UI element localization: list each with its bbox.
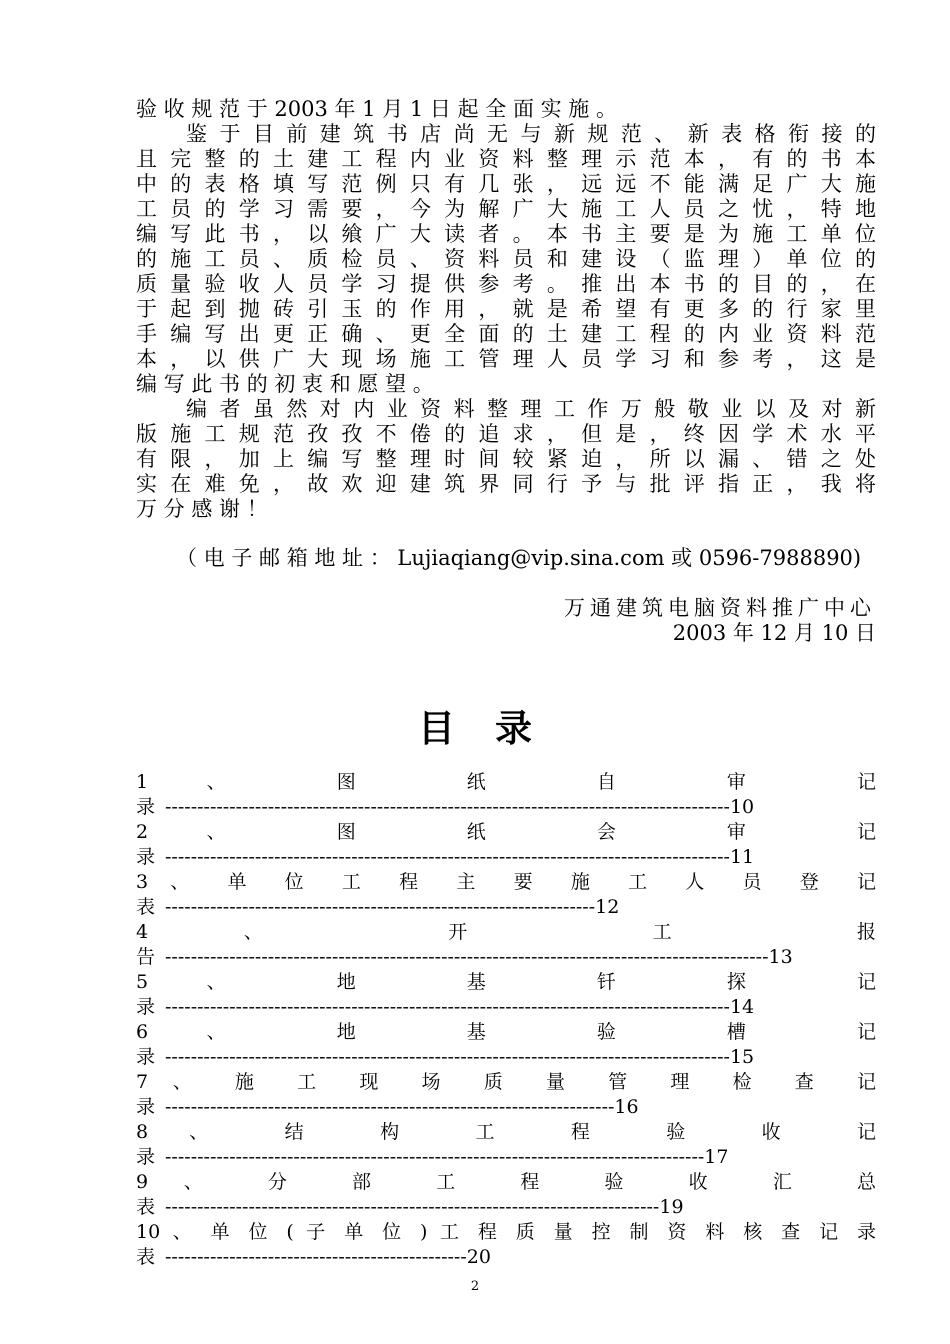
toc-entry-last-char: 录	[136, 996, 156, 1018]
toc-leader: ----------------------------------------------------------------------------------------	[165, 796, 730, 818]
toc-page-number: 10	[729, 796, 755, 818]
preface-line: 中 的 表 格 填 写 范 例 只 有 几 张 ， 远 远 不 能 满 足 广 大 施	[136, 172, 876, 196]
preface-line: 的 施 工 员 、 质 检 员 、 资 料 员 和 建 设 （ 监 理 ） 单 位 的	[136, 247, 876, 271]
toc-entry[interactable]	[136, 1020, 876, 1070]
toc-page-number: 13	[768, 946, 793, 968]
toc-page-number: 19	[659, 1196, 684, 1218]
toc-entry-tail	[136, 1245, 876, 1270]
preface-line: 手 编 写 出 更 正 确 、 更 全 面 的 土 建 工 程 的 内 业 资 料 范	[136, 322, 876, 346]
preface-line: 于 起 到 抛 砖 引 玉 的 作 用 ， 就 是 希 望 有 更 多 的 行 家 里	[136, 297, 876, 321]
toc-entry-title: 1 、 图 纸 自 审 记	[136, 771, 876, 793]
toc-entry-title: 3 、 单 位 工 程 主 要 施 工 人 员 登 记	[136, 871, 876, 893]
toc-entry-tail	[136, 945, 876, 970]
preface-line: 有 限 ， 加 上 编 写 整 理 时 间 较 紧 迫 ， 所 以 漏 、 错 之 处	[136, 447, 876, 471]
toc-entry-tail	[136, 795, 876, 820]
preface-line: 万 分 感 谢 ！	[136, 497, 268, 521]
preface-line: 编 写 此 书 的 初 衷 和 愿 望 。	[136, 372, 434, 396]
signature-organization: 万通建筑电脑资料推广中心	[564, 596, 876, 620]
toc-entry[interactable]	[136, 1170, 876, 1220]
toc-entry-last-char: 表	[136, 1246, 156, 1268]
toc-entry-last-char: 录	[136, 846, 156, 868]
toc-entry-title: 6 、 地 基 验 槽 记	[136, 1021, 876, 1043]
toc-page-number: 12	[595, 896, 620, 918]
toc-leader: -----------------------------------------------------------------------------	[165, 1196, 660, 1218]
toc-entry-last-char: 表	[136, 1196, 156, 1218]
preface-line: 版 施 工 规 范 孜 孜 不 倦 的 追 求 ， 但 是 ， 终 因 学 术 水 平	[136, 422, 876, 446]
toc-leader: ----------------------------------------------------------------------------------------	[165, 996, 730, 1018]
toc-page-number: 16	[614, 1096, 639, 1118]
preface-line: 编 者 虽 然 对 内 业 资 料 整 理 工 作 万 般 敬 业 以 及 对 新	[186, 397, 876, 421]
toc-leader: ----------------------------------------------------------------------------------------	[165, 1046, 730, 1068]
contact-line: （ 电 子 邮 箱 地 址 ： Lujiaqiang@vip.sina.com 或 0596-7988890)	[176, 546, 862, 570]
toc-entry-title: 10 、 单 位 ( 子 单 位 ) 工 程 质 量 控 制 资 料 核 查 记 录	[136, 1221, 876, 1243]
toc-entry[interactable]	[136, 870, 876, 920]
page-number: 2	[470, 1279, 480, 1294]
toc-entry[interactable]	[136, 820, 876, 870]
toc-leader: -----------------------------------------------	[165, 1246, 467, 1268]
toc-entry[interactable]	[136, 920, 876, 970]
signature-date: 2003 年 12 月 10 日	[672, 621, 876, 645]
preface-line: 验 收 规 范 于 2003 年 1 月 1 日 起 全 面 实 施 。	[136, 97, 617, 121]
toc-entry-tail	[136, 1195, 876, 1220]
toc-page-number: 11	[729, 846, 755, 868]
preface-body	[136, 97, 876, 522]
toc-entry-last-char: 录	[136, 1046, 156, 1068]
table-of-contents	[136, 770, 876, 1270]
toc-entry-title: 5 、 地 基 钎 探 记	[136, 971, 876, 993]
preface-line: 鉴 于 目 前 建 筑 书 店 尚 无 与 新 规 范 、 新 表 格 衔 接 的	[186, 122, 876, 146]
toc-leader: -------------------------------------------------------------------	[165, 896, 596, 918]
preface-line: 且 完 整 的 土 建 工 程 内 业 资 料 整 理 示 范 本 ， 有 的 书 本	[136, 147, 876, 171]
toc-entry-title: 4 、 开 工 报	[136, 921, 876, 943]
toc-entry-tail	[136, 1095, 876, 1120]
toc-page-number: 15	[729, 1046, 755, 1068]
toc-entry[interactable]	[136, 1070, 876, 1120]
preface-line: 实 在 难 免 ， 故 欢 迎 建 筑 界 同 行 予 与 批 评 指 正 ， 我 将	[136, 472, 876, 496]
toc-entry-tail	[136, 995, 876, 1020]
toc-page-number: 14	[729, 996, 755, 1018]
preface-line: 编 写 此 书 ， 以 飨 广 大 读 者 。 本 书 主 要 是 为 施 工 单 位	[136, 222, 876, 246]
toc-entry-last-char: 录	[136, 1096, 156, 1118]
toc-entry-last-char: 录	[136, 796, 156, 818]
toc-page-number: 17	[704, 1146, 729, 1168]
toc-leader: ----------------------------------------------------------------------------------------------	[165, 946, 769, 968]
toc-title: 目录	[418, 706, 572, 750]
toc-entry-title: 8 、 结 构 工 程 验 收 记	[136, 1121, 876, 1143]
toc-leader: ----------------------------------------------------------------------	[165, 1096, 615, 1118]
preface-line: 本 ， 以 供 广 大 现 场 施 工 管 理 人 员 学 习 和 参 考 ， 这 是	[136, 347, 876, 371]
toc-entry-last-char: 录	[136, 1146, 156, 1168]
preface-line: 工 员 的 学 习 需 要 ， 今 为 解 广 大 施 工 人 员 之 忧 ， 特 地	[136, 197, 876, 221]
preface-line: 质 量 验 收 人 员 学 习 提 供 参 考 。 推 出 本 书 的 目 的 ， 在	[136, 272, 876, 296]
toc-entry[interactable]	[136, 770, 876, 820]
toc-entry-tail	[136, 895, 876, 920]
toc-entry-last-char: 告	[136, 946, 156, 968]
toc-entry[interactable]	[136, 1120, 876, 1170]
toc-entry-tail	[136, 1145, 876, 1170]
toc-leader: ----------------------------------------------------------------------------------------	[165, 846, 730, 868]
toc-entry-last-char: 表	[136, 896, 156, 918]
toc-entry[interactable]	[136, 970, 876, 1020]
toc-leader: ------------------------------------------------------------------------------------	[165, 1146, 705, 1168]
toc-entry-tail	[136, 845, 876, 870]
toc-entry-title: 7 、 施 工 现 场 质 量 管 理 检 查 记	[136, 1071, 876, 1093]
toc-entry-tail	[136, 1045, 876, 1070]
toc-page-number: 20	[466, 1246, 491, 1268]
toc-entry-title: 9 、 分 部 工 程 验 收 汇 总	[136, 1171, 876, 1193]
toc-entry[interactable]	[136, 1220, 876, 1270]
toc-entry-title: 2 、 图 纸 会 审 记	[136, 821, 876, 843]
